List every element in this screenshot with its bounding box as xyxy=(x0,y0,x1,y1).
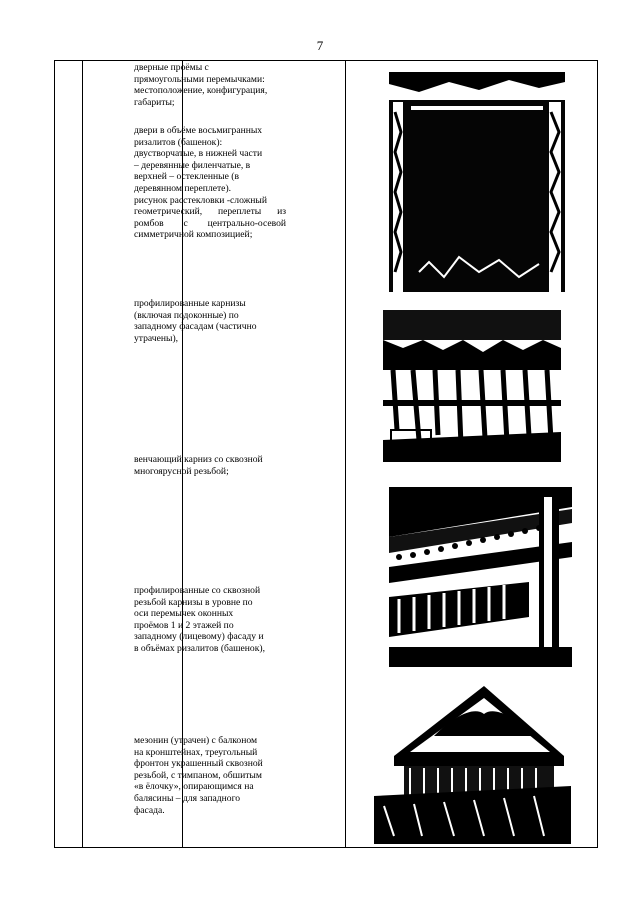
text-line: – деревянные филенчатые, в xyxy=(134,159,251,171)
photo-cornices xyxy=(383,310,561,462)
text-line: в объёмах ризалитов (башенок), xyxy=(134,642,265,654)
text-line: балясины – для западного xyxy=(134,792,241,804)
text-line: ромбов с центрально-осевой xyxy=(134,217,286,229)
text-line: оси перемычек оконных xyxy=(134,608,234,620)
text-line: геометрический, переплеты из xyxy=(134,206,286,218)
text-line: (включая подоконные) по xyxy=(134,309,239,321)
text-tower-doors xyxy=(134,125,286,241)
text-line: местоположение, конфигурация, xyxy=(134,85,268,97)
text-line: двери в объёме восьмигранных xyxy=(134,125,263,136)
text-line: западному (лицевому) фасаду и xyxy=(134,631,264,643)
column-divider xyxy=(82,61,83,847)
text-carved-cornices xyxy=(134,585,286,655)
text-line: верхней – остекленные (в xyxy=(134,171,239,183)
text-line: проёмов 1 и 2 этажей по xyxy=(134,619,234,631)
text-mezzanine xyxy=(134,735,286,816)
text-line: западному фасадам (частично xyxy=(134,321,257,333)
text-line: профилированные карнизы xyxy=(134,298,246,309)
text-line: многоярусной резьбой; xyxy=(134,465,229,477)
text-line: дверные проёмы с xyxy=(134,62,209,73)
text-line: утрачены), xyxy=(134,332,179,344)
text-line: мезонин (утрачен) с балконом xyxy=(134,735,258,746)
text-line: деревянном переплете). xyxy=(134,182,232,194)
text-line: прямоугольными перемычками: xyxy=(134,73,265,85)
text-line: профилированные со сквозной xyxy=(134,585,261,596)
column-divider xyxy=(345,61,346,847)
text-line: фасада. xyxy=(134,804,165,816)
text-line: габариты; xyxy=(134,96,175,108)
text-cornices xyxy=(134,298,286,344)
text-crowning-cornice xyxy=(134,454,286,477)
photo-tower-door xyxy=(389,72,565,300)
text-line: двустворчатые, в нижней части xyxy=(134,148,263,160)
text-line: венчающий карниз со сквозной xyxy=(134,454,263,465)
page-number: 7 xyxy=(316,38,324,53)
text-line: ризалитов (башенок): xyxy=(134,136,223,148)
text-line: резьбой, с тимпаном, обшитым xyxy=(134,769,262,781)
text-line: фронтон украшенный сквозной xyxy=(134,758,263,770)
text-line: резьбой карнизы в уровне по xyxy=(134,596,253,608)
photo-crowning-cornice xyxy=(389,487,572,667)
text-line: симметричной композицией; xyxy=(134,229,253,241)
text-line: рисунок расстекловки -сложный xyxy=(134,194,267,206)
photo-mezzanine xyxy=(374,686,571,844)
text-line: на кронштейнах, треугольный xyxy=(134,746,258,758)
text-doorways xyxy=(134,62,286,108)
text-line: «в ёлочку», опирающимся на xyxy=(134,781,254,793)
